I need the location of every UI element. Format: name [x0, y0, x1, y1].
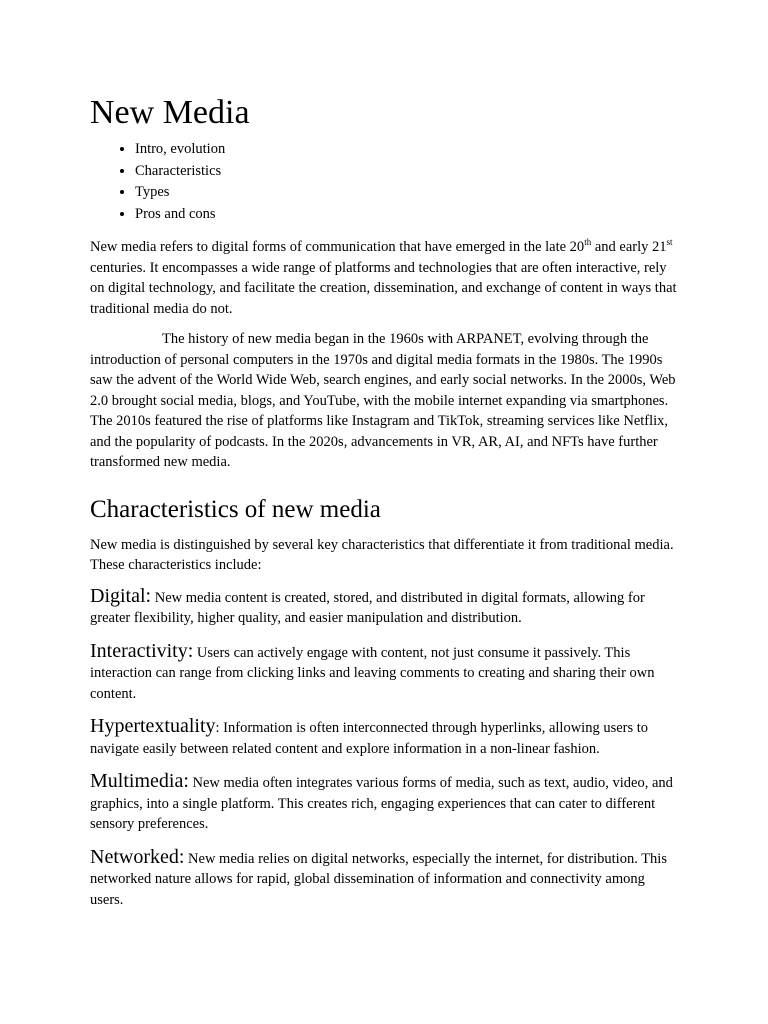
- outline-item: • Types: [135, 182, 680, 204]
- characteristic-digital: [90, 586, 680, 629]
- outline-item: • Pros and cons: [135, 204, 680, 226]
- characteristic-text: : Information is often interconnected through hyperlinks, allowing users to navigate easily between related content and explore information in a non-linear fashion.: [90, 720, 649, 757]
- outline-list: [90, 139, 680, 225]
- document-title: New Media: [90, 94, 250, 131]
- characteristic-text: New media often integrates various forms of media, such as text, audio, video, and graphics, into a single platform. This creates rich, engaging experiences that can cater to different sensory preferences.: [90, 775, 673, 832]
- characteristic-term: Hypertextuality: [90, 715, 216, 737]
- characteristic-networked: [90, 847, 680, 911]
- characteristic-multimedia: [90, 771, 680, 835]
- document-page: [90, 93, 680, 922]
- intro-text: and early 21: [591, 239, 667, 255]
- superscript: th: [584, 237, 592, 248]
- intro-text: centuries. It encompasses a wide range of platforms and technologies that are often interactive, rely on digital technology, and facilitate the creation, dissemination, and exchange of content in ways that traditional media do not.: [90, 259, 677, 317]
- intro-paragraph: [90, 237, 680, 319]
- superscript: st: [666, 237, 673, 248]
- characteristics-intro: New media is distinguished by several key characteristics that differentiate it from traditional media. These characteristics include:: [90, 536, 674, 573]
- characteristic-term: Interactivity:: [90, 639, 194, 662]
- outline-item: • Intro, evolution: [135, 139, 680, 161]
- section-heading-characteristics: Characteristics of new media: [90, 495, 381, 523]
- characteristic-term: Networked:: [90, 845, 185, 868]
- intro-text: New media refers to digital forms of communication that have emerged in the late 20: [90, 239, 585, 255]
- characteristic-hypertextuality: [90, 716, 680, 759]
- outline-item: • Characteristics: [135, 161, 680, 183]
- characteristic-text: New media relies on digital networks, especially the internet, for distribution. This networked nature allows for rapid, global dissemination of information and connectivity among users.: [90, 850, 667, 908]
- characteristic-interactivity: [90, 641, 680, 705]
- history-paragraph: The history of new media began in the 1960s with ARPANET, evolving through the introduction of personal computers in the 1970s and digital media formats in the 1980s. The 1990s saw the advent of the World Wide Web, search engines, and early social networks. In the 2000s, Web 2.0 brought social media, blogs, and YouTube, with the mobile internet expanding via smartphones. The 2010s featured the rise of platforms like Instagram and TikTok, streaming services like Netflix, and the popularity of podcasts. In the 2020s, advancements in VR, AR, AI, and NFTs have further transformed new media.: [90, 331, 676, 470]
- characteristic-text: Users can actively engage with content, not just consume it passively. This interaction can range from clicking links and leaving comments to creating and sharing their own content.: [90, 644, 655, 702]
- characteristic-term: Digital:: [90, 584, 152, 607]
- characteristic-term: Multimedia:: [90, 770, 189, 792]
- characteristic-text: New media content is created, stored, and distributed in digital formats, allowing for greater flexibility, higher quality, and easier manipulation and distribution.: [90, 589, 645, 626]
